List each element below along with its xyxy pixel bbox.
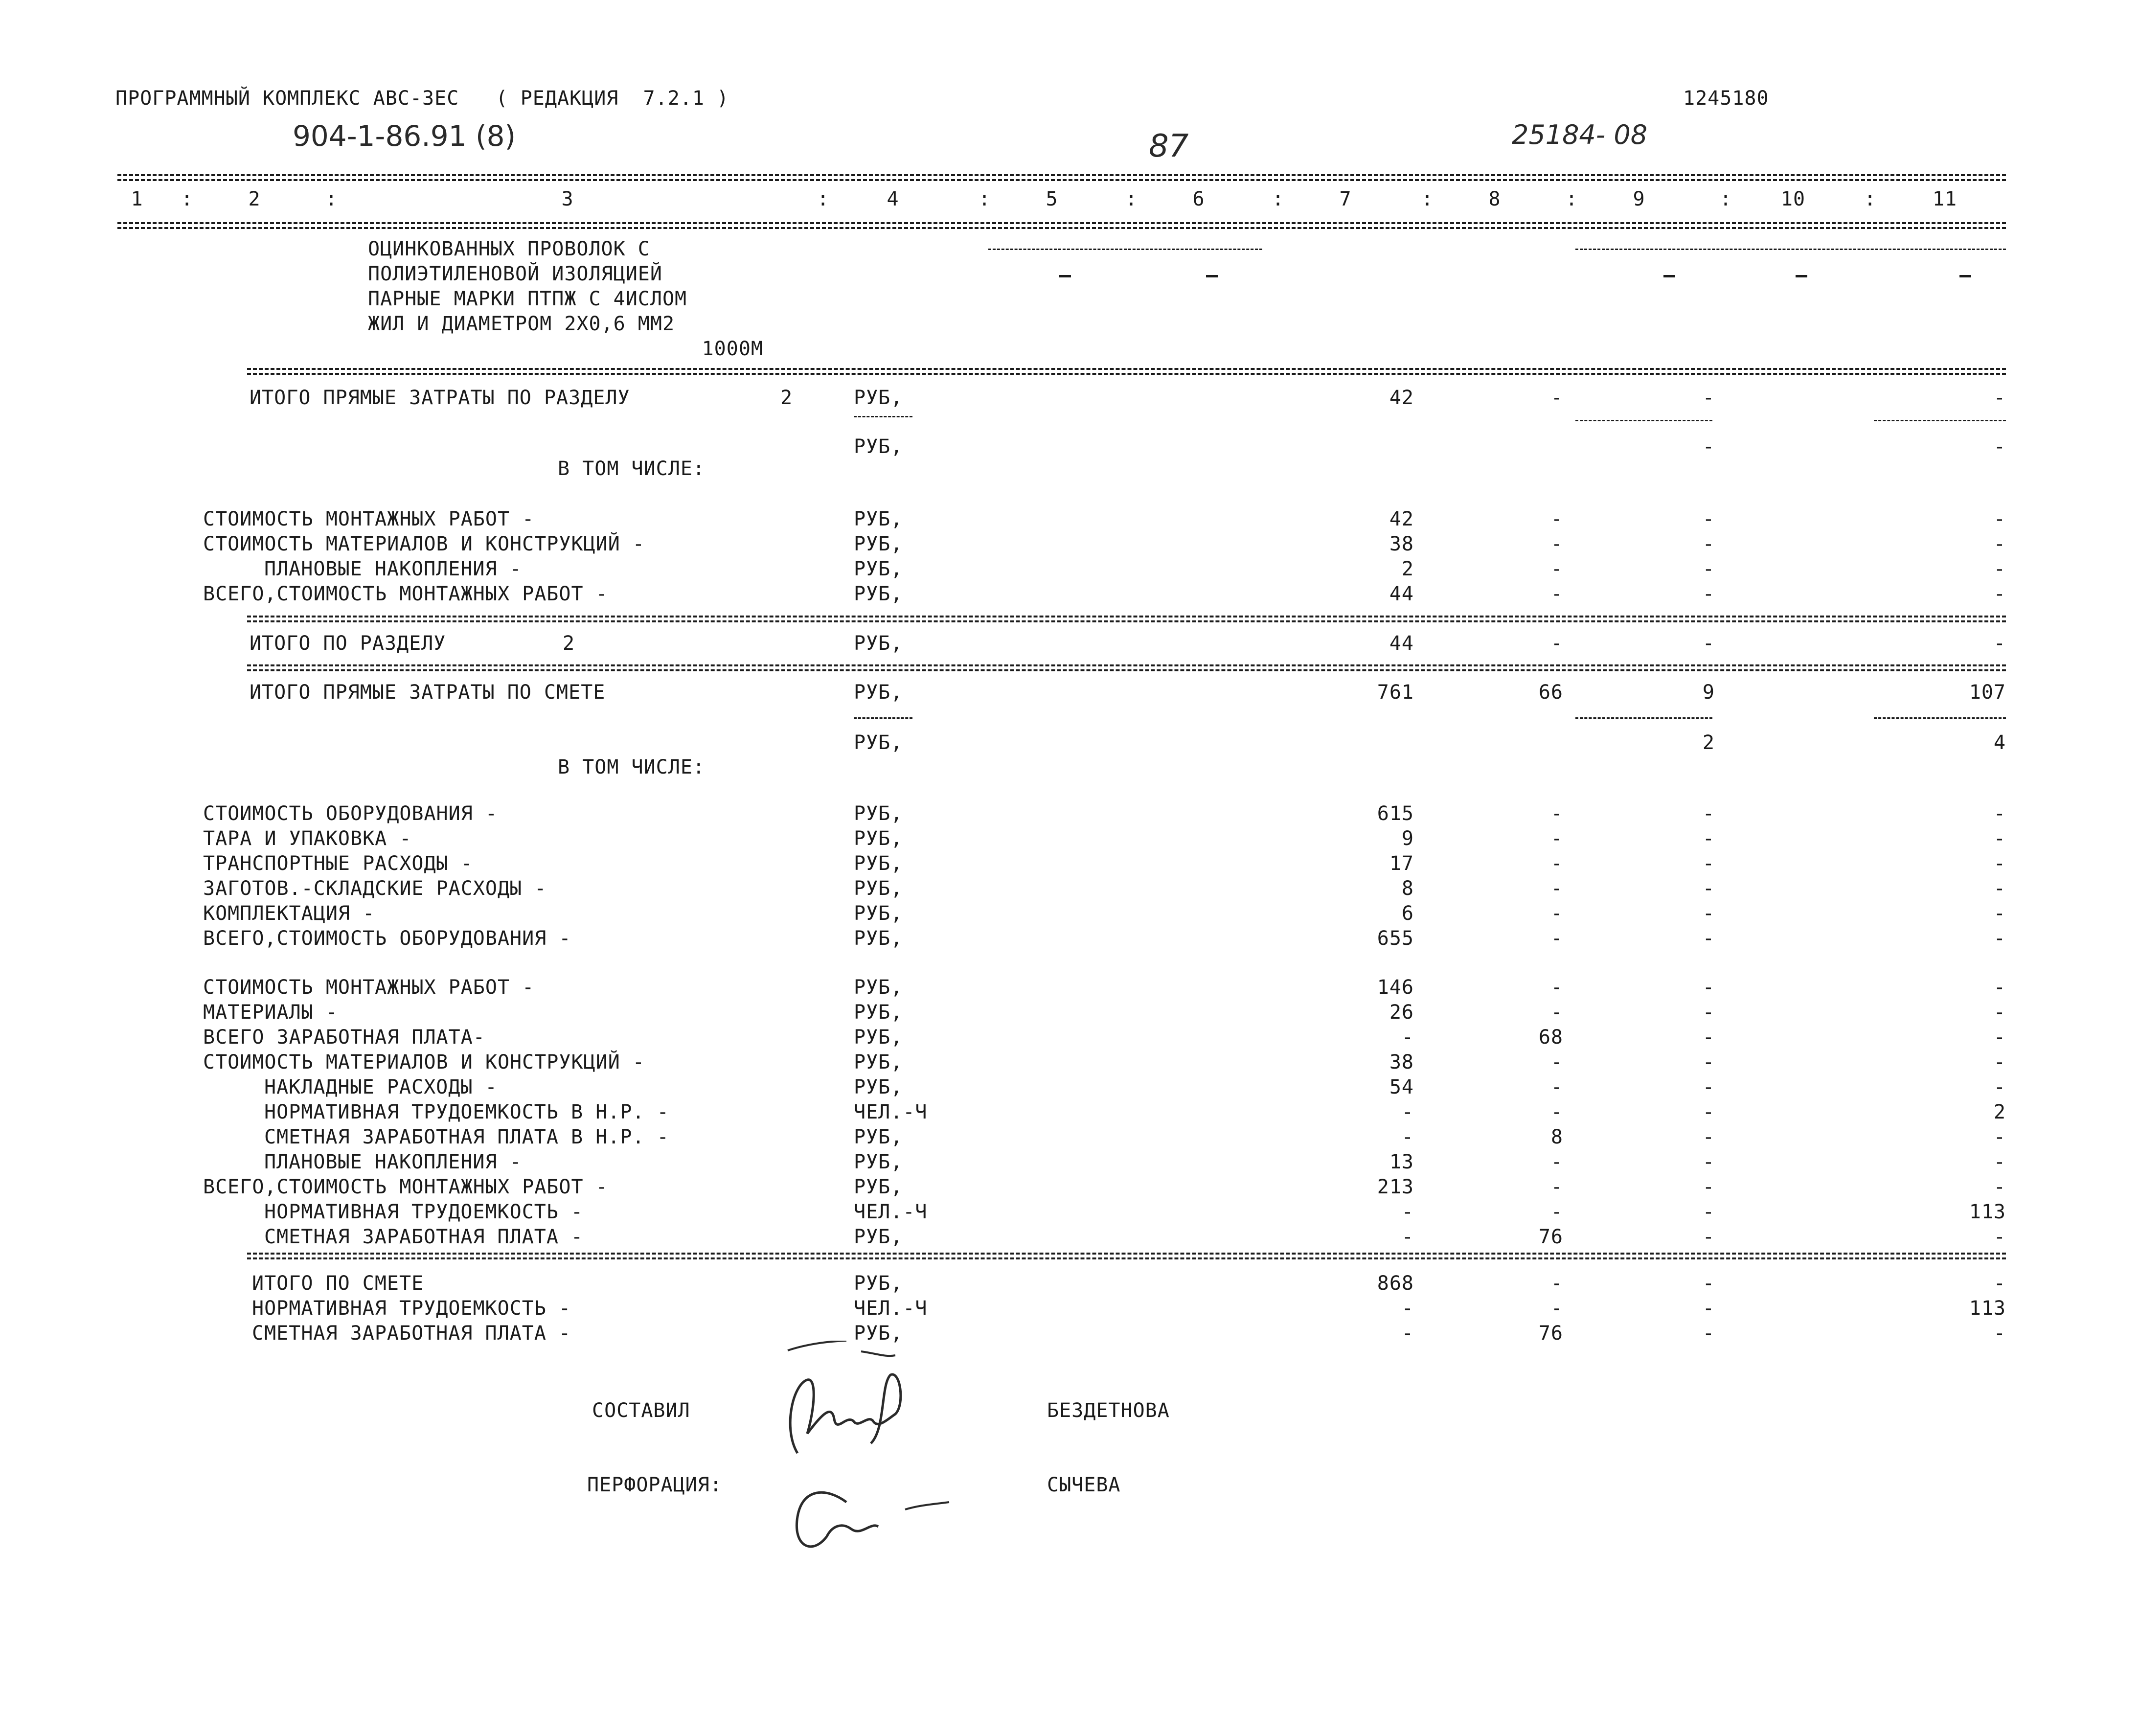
equipment-row-unit: РУБ,	[854, 827, 903, 850]
section2-row-unit: РУБ,	[854, 558, 903, 580]
signature-compiled	[773, 1341, 1047, 1561]
section2-row-unit: РУБ,	[854, 508, 903, 530]
works-row-unit: РУБ,	[854, 1051, 903, 1074]
header-rule-bottom-2	[117, 227, 2006, 229]
column-header-1: 1	[131, 188, 143, 210]
column-header-11: 11	[1932, 188, 1958, 210]
column-separator: :	[1421, 188, 1434, 210]
estimate-total-row-col11: -	[1993, 1322, 2006, 1345]
estimate-total-row-label: ИТОГО ПО СМЕТЕ	[252, 1272, 424, 1295]
equipment-row-unit: РУБ,	[854, 902, 903, 925]
including-label-1: В ТОМ ЧИСЛЕ:	[558, 457, 705, 480]
estimate-direct-col7: 761	[1377, 681, 1414, 704]
column-separator: :	[817, 188, 830, 210]
works-row-unit: РУБ,	[854, 1151, 903, 1173]
works-row-col9: -	[1702, 1176, 1715, 1198]
section2-direct-unit-2: РУБ,	[854, 435, 903, 458]
header-rule-top	[117, 174, 2006, 176]
estimate-direct-unit-2: РУБ,	[854, 731, 903, 754]
header-rule-bottom	[117, 222, 2006, 224]
section2-row-col11: -	[1993, 558, 2006, 580]
item-description-line: ОЦИНКОВАННЫХ ПРОВОЛОК С	[368, 238, 650, 260]
works-row-unit: РУБ,	[854, 1176, 903, 1198]
equipment-row-unit: РУБ,	[854, 852, 903, 875]
works-row-col8: -	[1550, 1176, 1563, 1198]
works-row-col11: 113	[1969, 1201, 2006, 1223]
works-row-col11: -	[1993, 1076, 2006, 1098]
section2-total-number: 2	[563, 632, 575, 655]
equipment-row-col11: -	[1993, 877, 2006, 900]
equipment-row-label: ТАРА И УПАКОВКА -	[203, 827, 412, 850]
section2-direct-number: 2	[780, 387, 793, 409]
works-row-col7: 38	[1389, 1051, 1414, 1074]
works-row-col8: -	[1550, 976, 1563, 999]
item-description-line: ЖИЛ И ДИАМЕТРОМ 2Х0,6 ММ2	[368, 313, 675, 335]
section2-row-col8: -	[1550, 533, 1563, 555]
equipment-row-col9: -	[1702, 877, 1715, 900]
section2-row-col11: -	[1993, 508, 2006, 530]
estimate-total-row-col11: -	[1993, 1272, 2006, 1295]
equipment-row-col8: -	[1550, 927, 1563, 950]
works-row-col7: -	[1401, 1226, 1414, 1248]
section2-row-col7: 42	[1389, 508, 1414, 530]
equipment-row-col8: -	[1550, 877, 1563, 900]
column-separator: :	[979, 188, 991, 210]
equipment-row-col11: -	[1993, 827, 2006, 850]
column-separator: :	[1864, 188, 1877, 210]
estimate-total-row-col9: -	[1702, 1322, 1715, 1345]
section2-total-col9: -	[1702, 632, 1715, 655]
equipment-row-label: КОМПЛЕКТАЦИЯ -	[203, 902, 375, 925]
compiled-name: БЕЗДЕТНОВА	[1047, 1399, 1170, 1422]
equipment-row-unit: РУБ,	[854, 927, 903, 950]
works-row-col7: 146	[1377, 976, 1414, 999]
estimate-total-row-col9: -	[1702, 1297, 1715, 1320]
section2-direct-col11: -	[1993, 387, 2006, 409]
col9-underline-2	[1575, 717, 1712, 719]
section2-total-col11: -	[1993, 632, 2006, 655]
section2-direct-col9-b: -	[1702, 435, 1715, 458]
rule-3b	[247, 669, 2006, 671]
section2-direct-col7: 42	[1389, 387, 1414, 409]
equipment-row-col9: -	[1702, 902, 1715, 925]
item-description-line: ПОЛИЭТИЛЕНОВОЙ ИЗОЛЯЦИЕЙ	[368, 263, 662, 285]
equipment-row-col11: -	[1993, 852, 2006, 875]
works-row-col8: -	[1550, 1201, 1563, 1223]
estimate-total-row-label: НОРМАТИВНАЯ ТРУДОЕМКОСТЬ -	[252, 1297, 571, 1320]
ref-code-handwritten: 25184- 08	[1512, 119, 1648, 150]
item-dash-5-6	[988, 249, 1262, 250]
works-row-label: НОРМАТИВНАЯ ТРУДОЕМКОСТЬ В Н.Р. -	[264, 1101, 669, 1123]
estimate-total-row-unit: РУБ,	[854, 1272, 903, 1295]
equipment-row-col11: -	[1993, 902, 2006, 925]
works-row-label: ВСЕГО,СТОИМОСТЬ МОНТАЖНЫХ РАБОТ -	[203, 1176, 608, 1198]
equipment-row-label: ВСЕГО,СТОИМОСТЬ ОБОРУДОВАНИЯ -	[203, 927, 571, 950]
works-row-unit: РУБ,	[854, 1026, 903, 1049]
works-row-col9: -	[1702, 1076, 1715, 1098]
column-header-9: 9	[1633, 188, 1645, 210]
equipment-row-unit: РУБ,	[854, 802, 903, 825]
works-row-label: НАКЛАДНЫЕ РАСХОДЫ -	[264, 1076, 498, 1098]
estimate-total-row-unit: ЧЕЛ.-Ч	[854, 1297, 928, 1320]
rule-4b	[247, 1257, 2006, 1259]
section2-row-label: ПЛАНОВЫЕ НАКОПЛЕНИЯ -	[264, 558, 522, 580]
works-row-col7: 54	[1389, 1076, 1414, 1098]
column-header-10: 10	[1780, 188, 1806, 210]
works-row-col9: -	[1702, 1151, 1715, 1173]
unit-underline-1	[854, 416, 912, 417]
section2-row-col8: -	[1550, 583, 1563, 605]
equipment-row-unit: РУБ,	[854, 877, 903, 900]
column-separator: :	[1125, 188, 1138, 210]
works-row-col9: -	[1702, 1026, 1715, 1049]
equipment-row-label: ТРАНСПОРТНЫЕ РАСХОДЫ -	[203, 852, 473, 875]
item-unit: 1000М	[702, 338, 763, 360]
works-row-label: ПЛАНОВЫЕ НАКОПЛЕНИЯ -	[264, 1151, 522, 1173]
estimate-direct-col11: 107	[1969, 681, 2006, 704]
works-row-col8: 8	[1550, 1126, 1563, 1148]
unit-underline-2	[854, 717, 912, 719]
section2-row-col8: -	[1550, 508, 1563, 530]
rule-4	[247, 1253, 2006, 1255]
document-number: 1245180	[1683, 87, 1769, 110]
works-row-unit: ЧЕЛ.-Ч	[854, 1101, 928, 1123]
works-row-col9: -	[1702, 1101, 1715, 1123]
rule-1b	[247, 373, 2006, 375]
section2-row-col9: -	[1702, 558, 1715, 580]
works-row-label: ВСЕГО ЗАРАБОТНАЯ ПЛАТА-	[203, 1026, 485, 1049]
works-row-unit: РУБ,	[854, 1226, 903, 1248]
item-mark-10	[1796, 275, 1807, 277]
column-header-6: 6	[1192, 188, 1205, 210]
rule-2	[247, 616, 2006, 617]
works-row-col9: -	[1702, 1051, 1715, 1074]
works-row-unit: РУБ,	[854, 1126, 903, 1148]
works-row-col11: -	[1993, 1126, 2006, 1148]
works-row-label: СТОИМОСТЬ МАТЕРИАЛОВ И КОНСТРУКЦИЙ -	[203, 1051, 645, 1074]
equipment-row-col8: -	[1550, 902, 1563, 925]
col11-underline-2	[1874, 717, 2006, 719]
item-description-line: ПАРНЫЕ МАРКИ ПТПЖ С 4ИСЛОМ	[368, 288, 687, 310]
equipment-row-col9: -	[1702, 927, 1715, 950]
works-row-col7: -	[1401, 1126, 1414, 1148]
estimate-direct-col11-b: 4	[1993, 731, 2006, 754]
works-row-col11: -	[1993, 1176, 2006, 1198]
works-row-col11: -	[1993, 1051, 2006, 1074]
section2-direct-col9: -	[1702, 387, 1715, 409]
estimate-total-row-col8: 76	[1538, 1322, 1563, 1345]
works-row-col11: -	[1993, 976, 2006, 999]
works-row-col8: -	[1550, 1051, 1563, 1074]
section2-row-unit: РУБ,	[854, 583, 903, 605]
estimate-direct-label: ИТОГО ПРЯМЫЕ ЗАТРАТЫ ПО СМЕТЕ	[250, 681, 606, 704]
works-row-unit: РУБ,	[854, 976, 903, 999]
estimate-total-row-col8: -	[1550, 1272, 1563, 1295]
equipment-row-col9: -	[1702, 827, 1715, 850]
equipment-row-col7: 17	[1389, 852, 1414, 875]
works-row-col9: -	[1702, 1201, 1715, 1223]
section2-direct-unit: РУБ,	[854, 387, 903, 409]
section2-row-col7: 38	[1389, 533, 1414, 555]
section2-row-col8: -	[1550, 558, 1563, 580]
works-row-col9: -	[1702, 1001, 1715, 1024]
column-header-4: 4	[887, 188, 899, 210]
rule-2b	[247, 620, 2006, 622]
works-row-col7: 26	[1389, 1001, 1414, 1024]
estimate-direct-col8: 66	[1538, 681, 1563, 704]
estimate-total-row-col7: 868	[1377, 1272, 1414, 1295]
equipment-row-col11: -	[1993, 802, 2006, 825]
equipment-row-col7: 9	[1401, 827, 1414, 850]
column-separator: :	[325, 188, 338, 210]
equipment-row-col8: -	[1550, 852, 1563, 875]
works-row-col8: 76	[1538, 1226, 1563, 1248]
works-row-label: НОРМАТИВНАЯ ТРУДОЕМКОСТЬ -	[264, 1201, 584, 1223]
estimate-total-row-col8: -	[1550, 1297, 1563, 1320]
compiled-label: СОСТАВИЛ	[592, 1399, 690, 1422]
works-row-col7: -	[1401, 1101, 1414, 1123]
estimate-total-row-unit: РУБ,	[854, 1322, 903, 1345]
equipment-row-col8: -	[1550, 827, 1563, 850]
equipment-row-col7: 6	[1401, 902, 1414, 925]
section2-row-unit: РУБ,	[854, 533, 903, 555]
works-row-col7: 13	[1389, 1151, 1414, 1173]
column-separator: :	[1566, 188, 1578, 210]
works-row-col8: -	[1550, 1076, 1563, 1098]
item-mark-11	[1959, 275, 1971, 277]
equipment-row-col8: -	[1550, 802, 1563, 825]
works-row-col7: 213	[1377, 1176, 1414, 1198]
estimate-direct-col9: 9	[1702, 681, 1715, 704]
column-header-3: 3	[561, 188, 574, 210]
section2-direct-label: ИТОГО ПРЯМЫЕ ЗАТРАТЫ ПО РАЗДЕЛУ	[250, 387, 630, 409]
works-row-col11: -	[1993, 1026, 2006, 1049]
header-rule-top-2	[117, 179, 2006, 181]
works-row-unit: ЧЕЛ.-Ч	[854, 1201, 928, 1223]
equipment-row-label: ЗАГОТОВ.-СКЛАДСКИЕ РАСХОДЫ -	[203, 877, 547, 900]
equipment-row-col9: -	[1702, 852, 1715, 875]
equipment-row-label: СТОИМОСТЬ ОБОРУДОВАНИЯ -	[203, 802, 498, 825]
estimate-total-row-col7: -	[1401, 1297, 1414, 1320]
works-row-label: СТОИМОСТЬ МОНТАЖНЫХ РАБОТ -	[203, 976, 535, 999]
works-row-col8: -	[1550, 1151, 1563, 1173]
equipment-row-col7: 615	[1377, 802, 1414, 825]
estimate-total-row-label: СМЕТНАЯ ЗАРАБОТНАЯ ПЛАТА -	[252, 1322, 571, 1345]
works-row-label: СМЕТНАЯ ЗАРАБОТНАЯ ПЛАТА В Н.Р. -	[264, 1126, 669, 1148]
estimate-total-row-col11: 113	[1969, 1297, 2006, 1320]
item-dash-9-11	[1575, 249, 2006, 250]
section2-direct-col11-b: -	[1993, 435, 2006, 458]
section2-total-unit: РУБ,	[854, 632, 903, 655]
works-row-col7: -	[1401, 1026, 1414, 1049]
equipment-row-col9: -	[1702, 802, 1715, 825]
column-header-2: 2	[248, 188, 261, 210]
program-title: ПРОГРАММНЫЙ КОМПЛЕКС АВС-3ЕС ( РЕДАКЦИЯ 7.2.1 )	[115, 87, 729, 110]
section2-total-col8: -	[1550, 632, 1563, 655]
estimate-total-row-col9: -	[1702, 1272, 1715, 1295]
section2-row-col11: -	[1993, 533, 2006, 555]
column-separator: :	[181, 188, 194, 210]
works-row-col11: 2	[1993, 1101, 2006, 1123]
estimate-direct-col9-b: 2	[1702, 731, 1715, 754]
works-row-unit: РУБ,	[854, 1076, 903, 1098]
section2-row-col11: -	[1993, 583, 2006, 605]
col11-underline-1	[1874, 420, 2006, 421]
works-row-unit: РУБ,	[854, 1001, 903, 1024]
column-header-8: 8	[1488, 188, 1501, 210]
works-row-col11: -	[1993, 1226, 2006, 1248]
section2-row-label: СТОИМОСТЬ МОНТАЖНЫХ РАБОТ -	[203, 508, 535, 530]
column-separator: :	[1272, 188, 1285, 210]
section2-total-col7: 44	[1389, 632, 1414, 655]
column-separator: :	[1720, 188, 1732, 210]
perforation-name: СЫЧЕВА	[1047, 1474, 1121, 1496]
works-row-col8: -	[1550, 1101, 1563, 1123]
works-row-col8: 68	[1538, 1026, 1563, 1049]
works-row-col9: -	[1702, 1226, 1715, 1248]
section2-direct-col8: -	[1550, 387, 1563, 409]
section2-row-label: СТОИМОСТЬ МАТЕРИАЛОВ И КОНСТРУКЦИЙ -	[203, 533, 645, 555]
item-mark-9	[1663, 275, 1675, 277]
including-label-2: В ТОМ ЧИСЛЕ:	[558, 756, 705, 778]
section2-row-label: ВСЕГО,СТОИМОСТЬ МОНТАЖНЫХ РАБОТ -	[203, 583, 608, 605]
rule-1	[247, 368, 2006, 370]
works-row-col11: -	[1993, 1151, 2006, 1173]
perforation-label: ПЕРФОРАЦИЯ:	[587, 1474, 722, 1496]
doc-code-handwritten: 904-1-86.91 (8)	[293, 119, 516, 153]
works-row-col11: -	[1993, 1001, 2006, 1024]
equipment-row-col7: 8	[1401, 877, 1414, 900]
section2-row-col9: -	[1702, 583, 1715, 605]
works-row-col7: -	[1401, 1201, 1414, 1223]
estimate-total-row-col7: -	[1401, 1322, 1414, 1345]
section2-total-label: ИТОГО ПО РАЗДЕЛУ	[250, 632, 446, 655]
item-mark-6	[1206, 275, 1218, 277]
works-row-label: СМЕТНАЯ ЗАРАБОТНАЯ ПЛАТА -	[264, 1226, 584, 1248]
column-header-5: 5	[1046, 188, 1058, 210]
works-row-label: МАТЕРИАЛЫ -	[203, 1001, 338, 1024]
estimate-direct-unit: РУБ,	[854, 681, 903, 704]
equipment-row-col11: -	[1993, 927, 2006, 950]
works-row-col9: -	[1702, 976, 1715, 999]
page-number-handwritten: 87	[1149, 128, 1189, 164]
rule-3	[247, 664, 2006, 666]
section2-row-col9: -	[1702, 508, 1715, 530]
works-row-col9: -	[1702, 1126, 1715, 1148]
col9-underline-1	[1575, 420, 1712, 421]
section2-row-col7: 2	[1401, 558, 1414, 580]
equipment-row-col7: 655	[1377, 927, 1414, 950]
item-mark-5	[1059, 275, 1071, 277]
section2-row-col7: 44	[1389, 583, 1414, 605]
works-row-col8: -	[1550, 1001, 1563, 1024]
column-header-7: 7	[1339, 188, 1352, 210]
section2-row-col9: -	[1702, 533, 1715, 555]
